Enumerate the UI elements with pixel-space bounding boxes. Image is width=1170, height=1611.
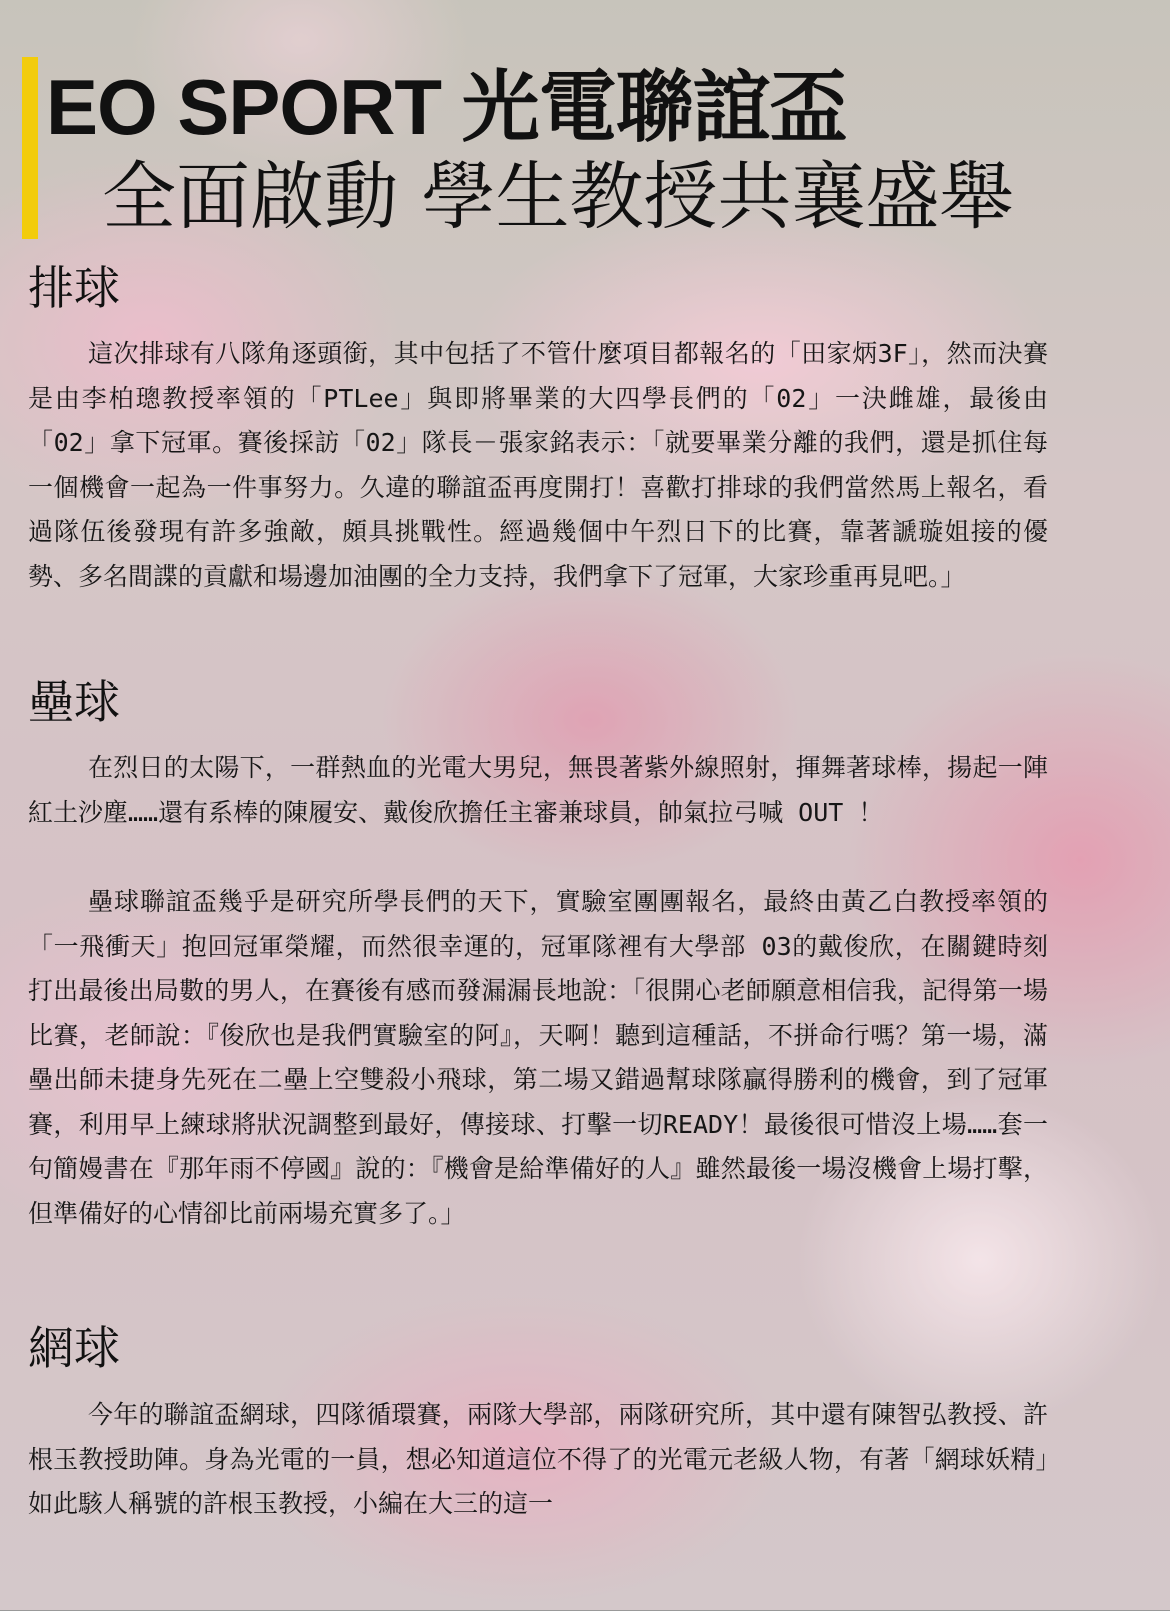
section-heading-softball: 壘球 (28, 675, 120, 729)
tennis-paragraph: 今年的聯誼盃網球，四隊循環賽，兩隊大學部，兩隊研究所，其中還有陳智弘教授、許根玉教授助陣。身為光電的一員，想必知道這位不得了的光電元老級人物，有著「網球妖精」如此駭人稱號的許根玉教授，小編在大三的這一 (28, 1400, 1048, 1518)
page-title: EO SPORT 光電聯誼盃 (46, 63, 847, 151)
section-heading-tennis: 網球 (28, 1321, 120, 1375)
title-accent-bar (22, 57, 38, 239)
section-heading-volleyball: 排球 (28, 261, 120, 315)
softball-paragraph-2: 壘球聯誼盃幾乎是研究所學長們的天下，實驗室團團報名，最終由黃乙白教授率領的「一飛衝天」抱回冠軍榮耀，而然很幸運的，冠軍隊裡有大學部 03的戴俊欣，在關鍵時刻打出最後出局數的男人，在賽後有感而發漏漏長地說：「很開心老師願意相信我，記得第一場比賽，老師說：『俊欣也是我們實驗室的阿』，天啊！聽到這種話，不拼命行嗎？第一場，滿壘出師未捷身先死在二壘上空雙殺小飛球，第二場又錯過幫球隊贏得勝利的機會，到了冠軍賽，利用早上練球將狀況調整到最好，傳接球、打擊一切READY！最後很可惜沒上場……套一句簡嫚書在『那年雨不停國』說的：『機會是給準備好的人』雖然最後一場沒機會上場打擊，但準備好的心情卻比前兩場充實多了。」 (28, 887, 1048, 1228)
volleyball-paragraph: 這次排球有八隊角逐頭銜，其中包括了不管什麼項目都報名的「田家炳3F」，然而決賽是由李柏璁教授率領的「PTLee」與即將畢業的大四學長們的「02」一決雌雄，最後由「02」拿下冠軍。賽後採訪「02」隊長－張家銘表示：「就要畢業分離的我們，還是抓住每一個機會一起為一件事努力。久違的聯誼盃再度開打！喜歡打排球的我們當然馬上報名，看過隊伍後發現有許多強敵，頗具挑戰性。經過幾個中午烈日下的比賽，靠著謕璇姐接的優勢、多名間諜的貢獻和場邊加油團的全力支持，我們拿下了冠軍，大家珍重再見吧。」 (28, 339, 1048, 591)
softball-paragraph-1: 在烈日的太陽下，一群熱血的光電大男兒，無畏著紫外線照射，揮舞著球棒，揚起一陣紅土沙塵……還有系棒的陳履安、戴俊欣擔任主審兼球員，帥氣拉弓喊 OUT ！ (28, 753, 1048, 827)
page-subtitle: 全面啟動 學生教授共襄盛舉 (102, 154, 1014, 240)
